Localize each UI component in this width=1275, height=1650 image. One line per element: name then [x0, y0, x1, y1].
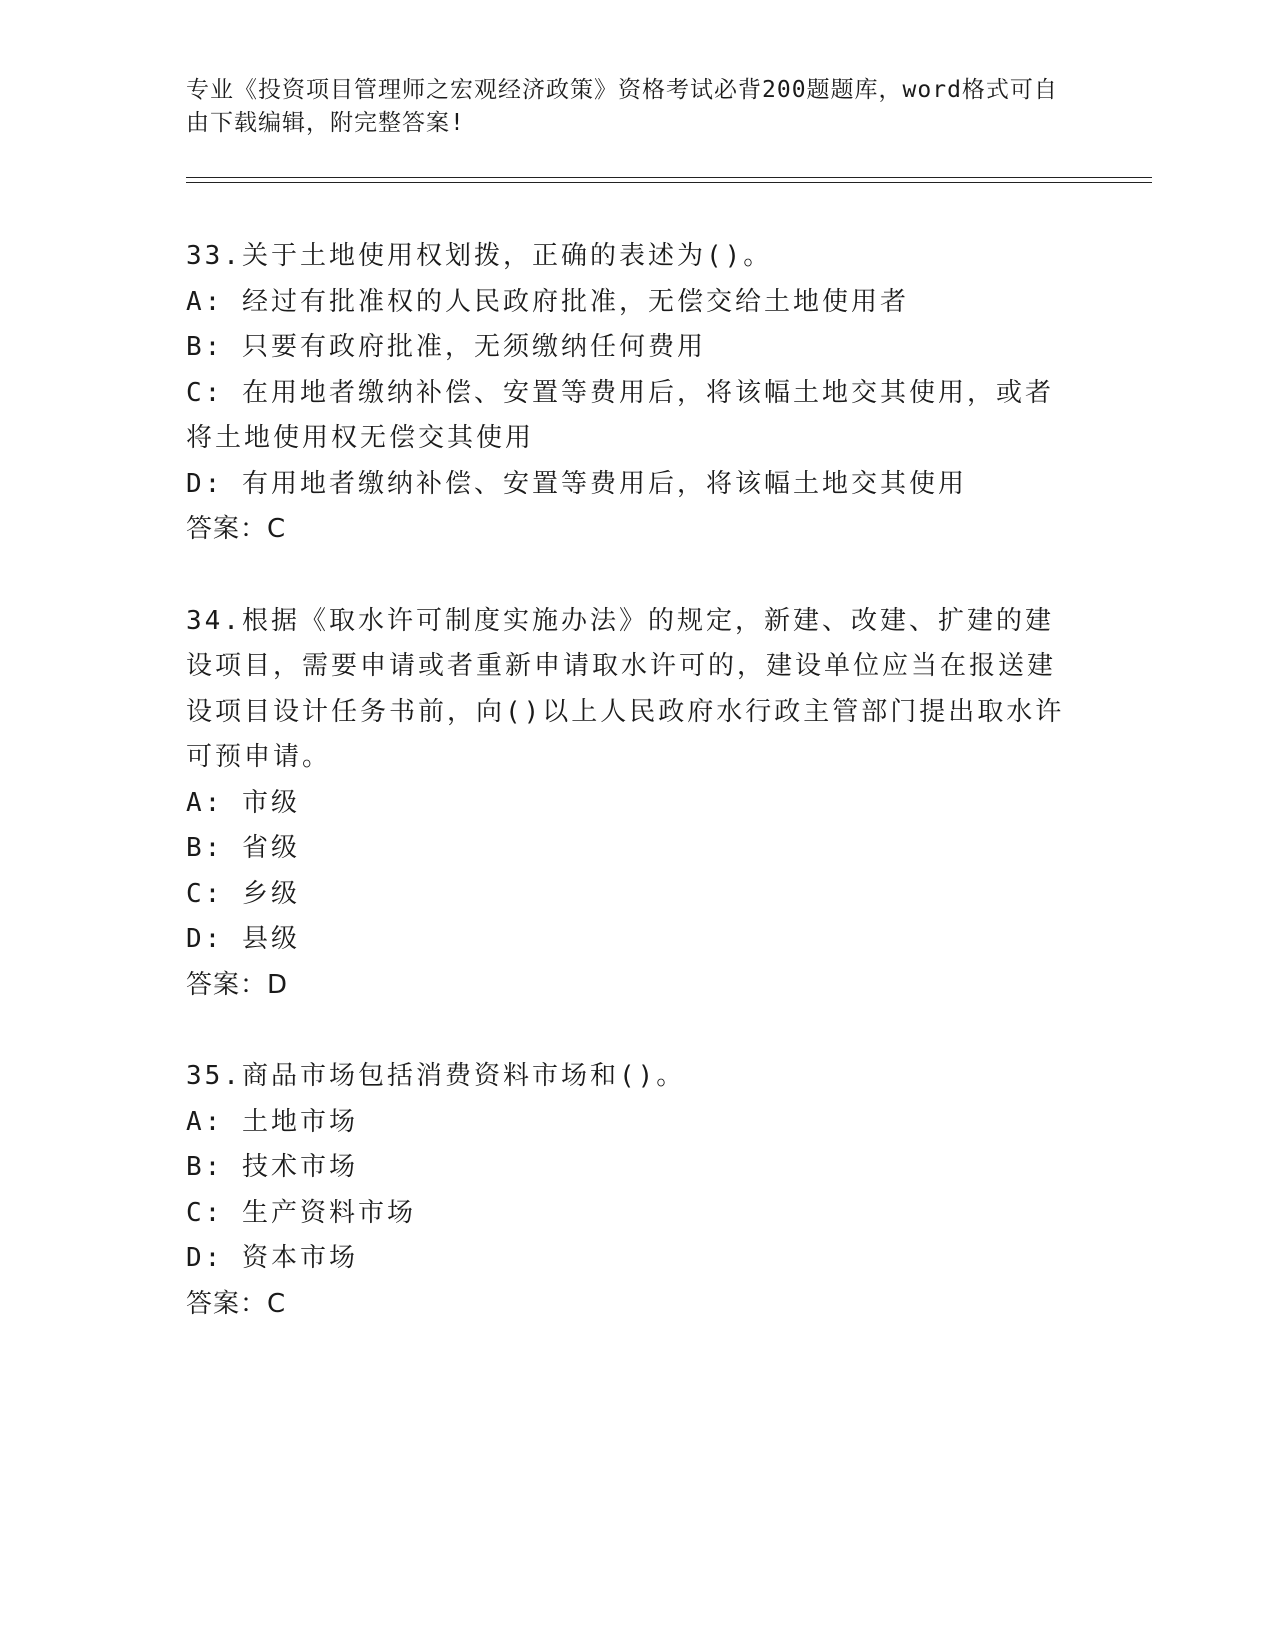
- header-divider-top: [186, 177, 1152, 178]
- option-c: C: 乡级: [186, 878, 300, 909]
- question-stem: 34.根据《取水许可制度实施办法》的规定，新建、改建、扩建的建设项目，需要申请或者重新申请取水许可的，建设单位应当在报送建设项目设计任务书前，向()以上人民政府水行政主管部门提出取水许可预申请。: [186, 605, 1065, 772]
- option-d: D: 资本市场: [186, 1243, 358, 1273]
- option-b: B: 只要有政府批准，无须缴纳任何费用: [186, 332, 706, 362]
- question-34: [186, 599, 1086, 1009]
- option-a: A: 经过有批准权的人民政府批准，无偿交给土地使用者: [186, 286, 909, 317]
- option-d: D: 有用地者缴纳补偿、安置等费用后，将该幅土地交其使用: [186, 468, 967, 499]
- option-a: A: 土地市场: [186, 1106, 358, 1137]
- header-divider-bottom: [186, 182, 1152, 183]
- answer: 答案：D: [186, 969, 289, 1000]
- answer: 答案：C: [186, 1288, 287, 1319]
- answer: 答案：C: [186, 514, 287, 544]
- option-b: B: 省级: [186, 833, 300, 863]
- question-list: [186, 234, 1086, 1373]
- option-c: C: 生产资料市场: [186, 1197, 416, 1228]
- question-35: [186, 1054, 1086, 1327]
- question-stem: 35.商品市场包括消费资料市场和()。: [186, 1061, 686, 1091]
- question-33: [186, 234, 1086, 553]
- option-c: C: 在用地者缴纳补偿、安置等费用后，将该幅土地交其使用，或者将土地使用权无偿交其使用: [186, 377, 1054, 453]
- document-header: 专业《投资项目管理师之宏观经济政策》资格考试必背200题题库，word格式可自由下载编辑，附完整答案!: [186, 77, 1058, 136]
- question-stem: 33.关于土地使用权划拨，正确的表述为()。: [186, 241, 773, 271]
- option-a: A: 市级: [186, 787, 300, 818]
- option-b: B: 技术市场: [186, 1152, 358, 1182]
- option-d: D: 县级: [186, 924, 300, 954]
